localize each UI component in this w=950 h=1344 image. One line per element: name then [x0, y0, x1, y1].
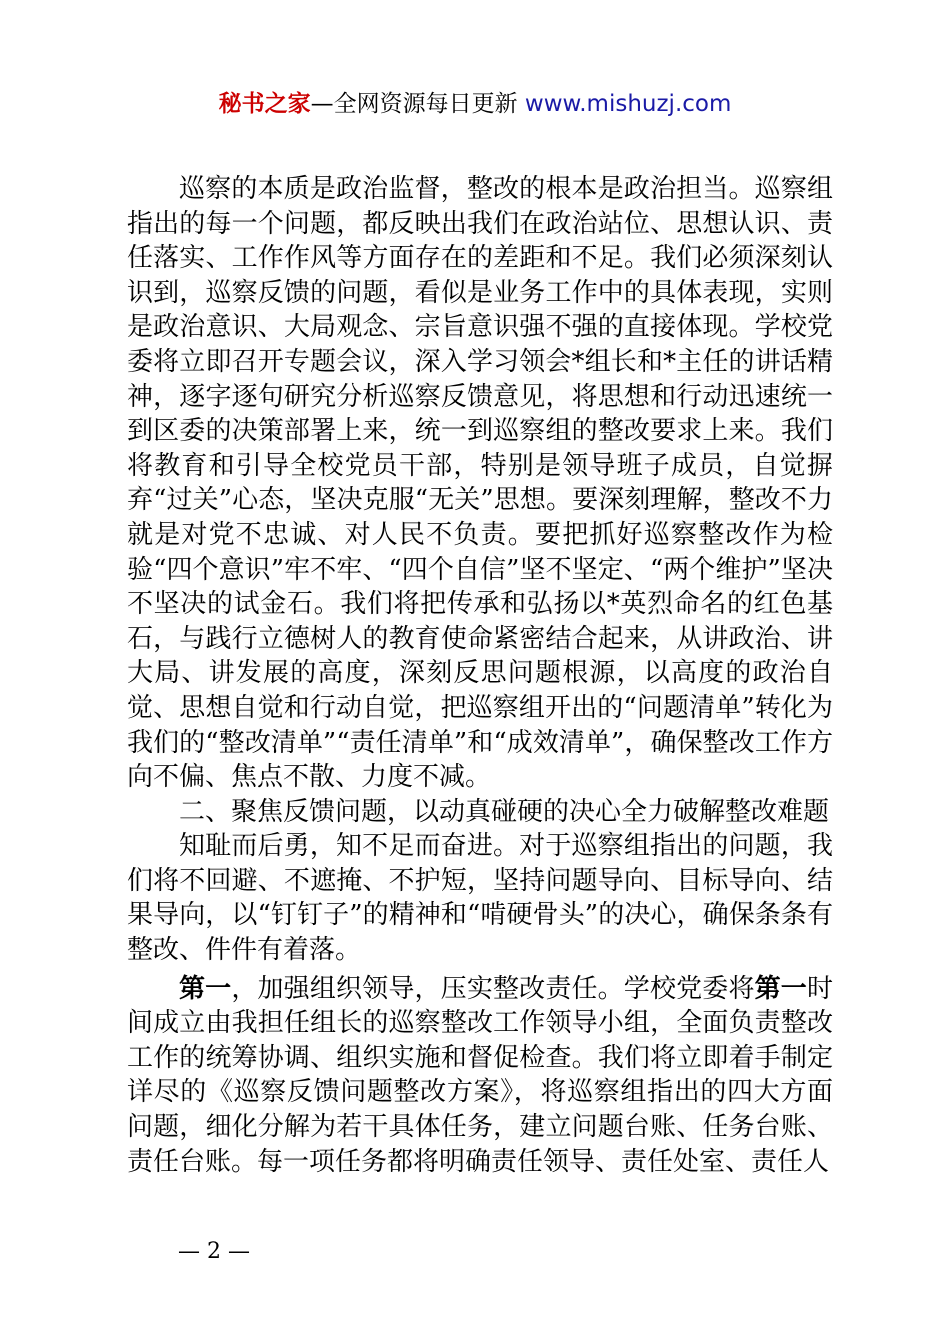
- paragraph-3-text-a: ，加强组织领导，压实整改责任。学校党委将: [231, 973, 755, 1004]
- site-banner: [0, 86, 950, 122]
- paragraph-2: 知耻而后勇，知不足而奋进。对于巡察组指出的问题，我们将不回避、不遮掩、不护短，坚持问题导向、目标导向、结果导向，以“钉钉子”的精神和“啃硬骨头”的决心，确保条条有整改、件件有着落。: [127, 831, 833, 966]
- paragraph-1: 巡察的本质是政治监督，整改的根本是政治担当。巡察组指出的每一个问题，都反映出我们在政治站位、思想认识、责任落实、工作作风等方面存在的差距和不足。我们必须深刻认识到，巡察反馈的问题，看似是业务工作中的具体表现，实则是政治意识、大局观念、宗旨意识强不强的直接体现。学校党委将立即召开专题会议，深入学习领会*组长和*主任的讲话精神，逐字逐句研究分析巡察反馈意见，将思想和行动迅速统一到区委的决策部署上来，统一到巡察组的整改要求上来。我们将教育和引导全校党员干部，特别是领导班子成员，自觉摒弃“过关”心态，坚决克服“无关”思想。要深刻理解，整改不力就是对党不忠诚、对人民不负责。要把抓好巡察整改作为检验“四个意识”牢不牢、“四个自信”坚不坚定、“两个维护”坚决不坚决的试金石。我们将把传承和弘扬以*英烈命名的红色基石，与践行立德树人的教育使命紧密结合起来，从讲政治、讲大局、讲发展的高度，深刻反思问题根源，以高度的政治自觉、思想自觉和行动自觉，把巡察组开出的“问题清单”转化为我们的“整改清单”“责任清单”和“成效清单”，确保整改工作方向不偏、焦点不散、力度不减。: [127, 174, 833, 793]
- paragraph-3-bold: 第一: [754, 973, 807, 1004]
- banner-url[interactable]: www.mishuzj.com: [524, 91, 732, 117]
- section-heading-2: 二、聚焦反馈问题，以动真碰硬的决心全力破解整改难题: [179, 796, 830, 827]
- paragraph-3-text-b: 时间成立由我担任组长的巡察整改工作领导小组，全面负责整改工作的统筹协调、组织实施和督促检查。我们将立即着手制定详尽的《巡察反馈问题整改方案》，将巡察组指出的四大方面问题，细化分解为若干具体任务，建立问题台账、任务台账、责任台账。每一项任务都将明确责任领导、责任处室、责任人: [127, 973, 833, 1177]
- paragraph-3: [127, 972, 833, 1180]
- paragraph-3-lead: 第一: [179, 973, 232, 1004]
- document-body: [127, 172, 833, 1179]
- page-number: — 2 —: [178, 1239, 250, 1264]
- banner-slogan: —全网资源每日更新: [310, 91, 518, 117]
- brand-name: 秘书之家: [218, 91, 311, 117]
